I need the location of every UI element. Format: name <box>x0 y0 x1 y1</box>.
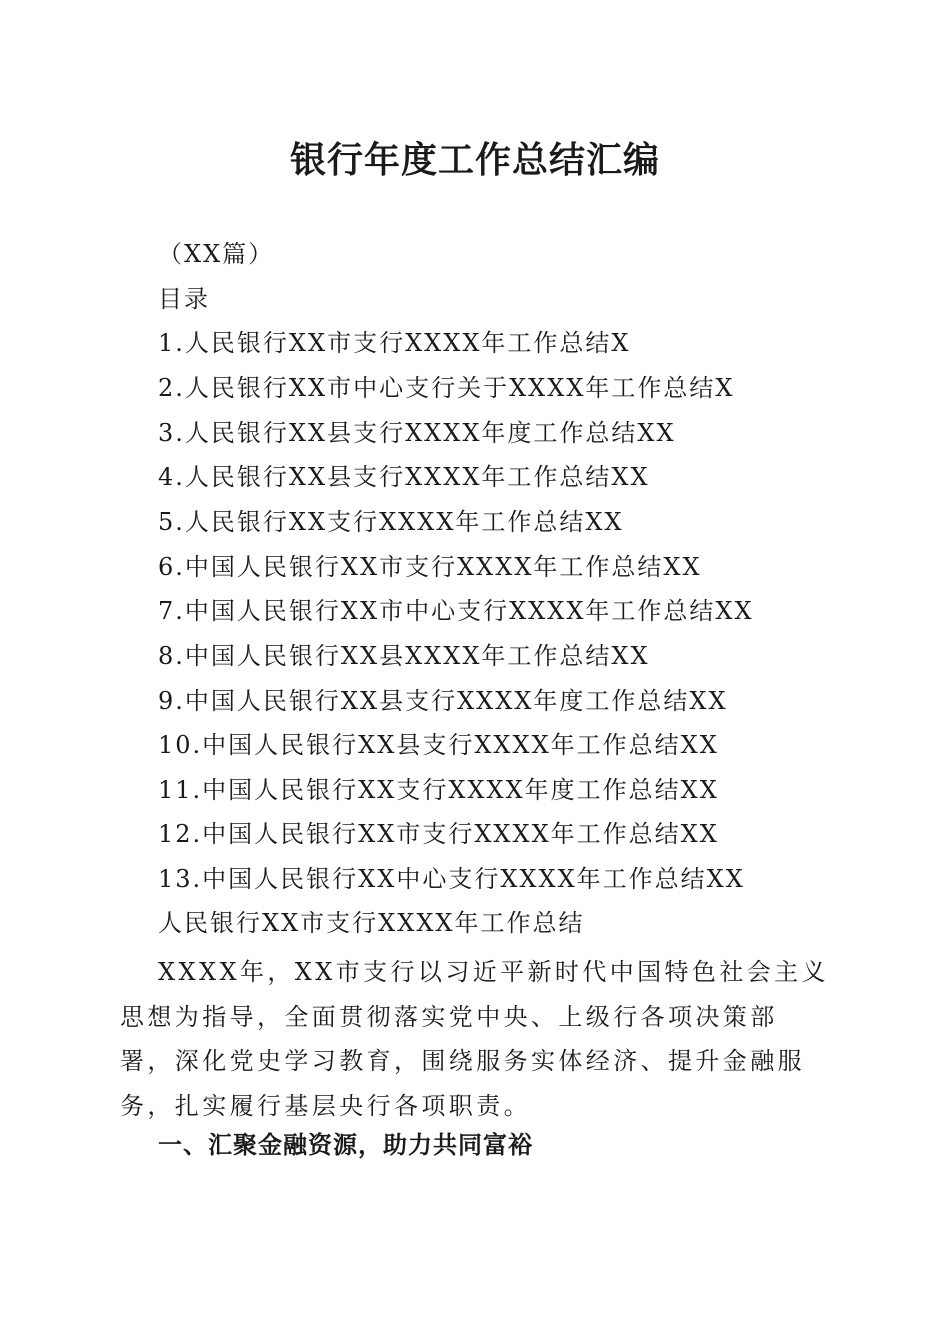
document-title: 银行年度工作总结汇编 <box>289 139 660 181</box>
toc-item: 2.人民银行XX市中心支行关于XXXX年工作总结X <box>158 374 735 402</box>
toc-item: 1.人民银行XX市支行XXXX年工作总结X <box>158 329 631 357</box>
section-heading: 一、汇聚金融资源，助力共同富裕 <box>158 1131 533 1159</box>
toc-item: 13.中国人民银行XX中心支行XXXX年工作总结XX <box>158 865 745 893</box>
toc-item: 7.中国人民银行XX市中心支行XXXX年工作总结XX <box>158 597 754 625</box>
toc-item: 6.中国人民银行XX市支行XXXX年工作总结XX <box>158 553 702 581</box>
article-title: 人民银行XX市支行XXXX年工作总结 <box>158 909 585 937</box>
toc-item: 12.中国人民银行XX市支行XXXX年工作总结XX <box>158 820 719 848</box>
toc-item: 3.人民银行XX县支行XXXX年度工作总结XX <box>158 419 676 447</box>
toc-item: 5.人民银行XX支行XXXX年工作总结XX <box>158 508 624 536</box>
toc-item: 11.中国人民银行XX支行XXXX年度工作总结XX <box>158 776 719 804</box>
toc-item: 9.中国人民银行XX县支行XXXX年度工作总结XX <box>158 687 728 715</box>
toc-item: 10.中国人民银行XX县支行XXXX年工作总结XX <box>158 731 719 759</box>
intro-paragraph: XXXX年，XX市支行以习近平新时代中国特色社会主义思想为指导，全面贯彻落实党中央、上级行各项决策部署，深化党史学习教育，围绕服务实体经济、提升金融服务，扎实履行基层央行各项职责。 <box>120 958 829 1121</box>
toc-item: 4.人民银行XX县支行XXXX年工作总结XX <box>158 463 650 491</box>
count-note: （XX篇） <box>158 240 275 268</box>
toc-item: 8.中国人民银行XX县XXXX年工作总结XX <box>158 642 650 670</box>
toc-heading: 目录 <box>158 285 210 313</box>
